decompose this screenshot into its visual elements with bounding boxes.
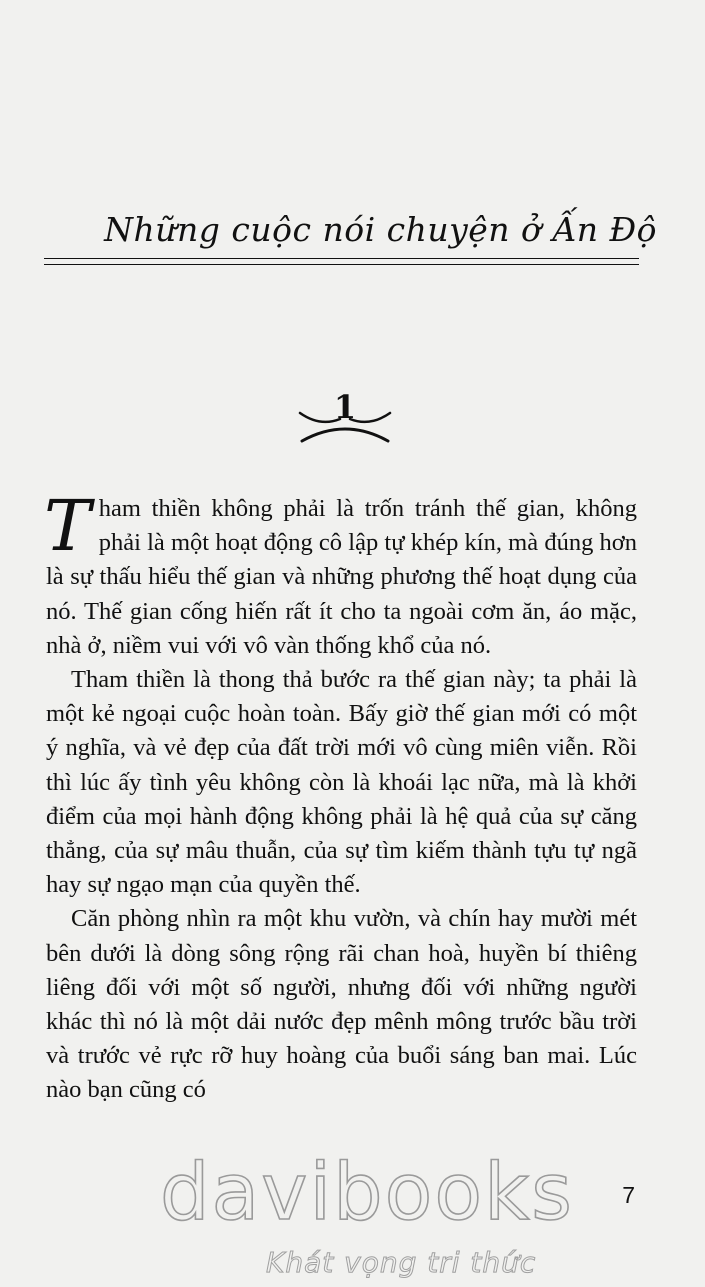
- watermark-brand: davibooks: [160, 1148, 574, 1238]
- paragraph: Căn phòng nhìn ra một khu vườn, và chín hay mười mét bên dưới là dòng sông rộng rãi chan hoà, huyền bí thiêng liêng đối với một số người, nhưng đối với những người khác thì nó là một dải nước đẹp mênh mông trước bầu trời và trước vẻ rực rỡ huy hoàng của buổi sáng ban mai. Lúc nào bạn cũng có: [46, 905, 637, 1104]
- drop-cap: T: [44, 485, 91, 567]
- paragraph: Tham thiền là thong thả bước ra thế gian này; ta phải là một kẻ ngoại cuộc hoàn toàn. Bấy giờ thế gian mới có một ý nghĩa, và vẻ đẹp của đất trời mới vô cùng miên viễn. Rồi thì lúc ấy tình yêu không còn là khoái lạc nữa, mà là khởi điểm của mọi hành động không phải là hệ quả của sự căng thẳng, của sự mâu thuẫn, của sự tìm kiếm thành tựu tự ngã hay sự ngạo mạn của quyền thế.: [46, 666, 637, 899]
- page-number: 7: [622, 1182, 635, 1208]
- body-text: [44, 485, 637, 1108]
- paragraph-text: ham thiền không phải là trốn tránh thế gian, không phải là một hoạt động cô lập tự khép kín, mà đúng hơn là sự thấu hiểu thế gian và những phương thế hoạt dụng của nó. Thế gian cống hiến rất ít cho ta ngoài cơm ăn, áo mặc, nhà ở, niềm vui với vô vàn thống khổ của nó.: [46, 495, 637, 659]
- paragraph: [44, 485, 637, 663]
- chapter-title: Những cuộc nói chuyện ở Ấn Độ: [104, 210, 657, 249]
- watermark-tagline: Khát vọng tri thức: [266, 1246, 537, 1279]
- chapter-ornament: [290, 388, 400, 445]
- chapter-swash-icon: [290, 395, 400, 445]
- watermark-logo: [150, 1148, 574, 1287]
- chapter-number: 1: [333, 388, 357, 426]
- title-double-rule: [44, 258, 639, 265]
